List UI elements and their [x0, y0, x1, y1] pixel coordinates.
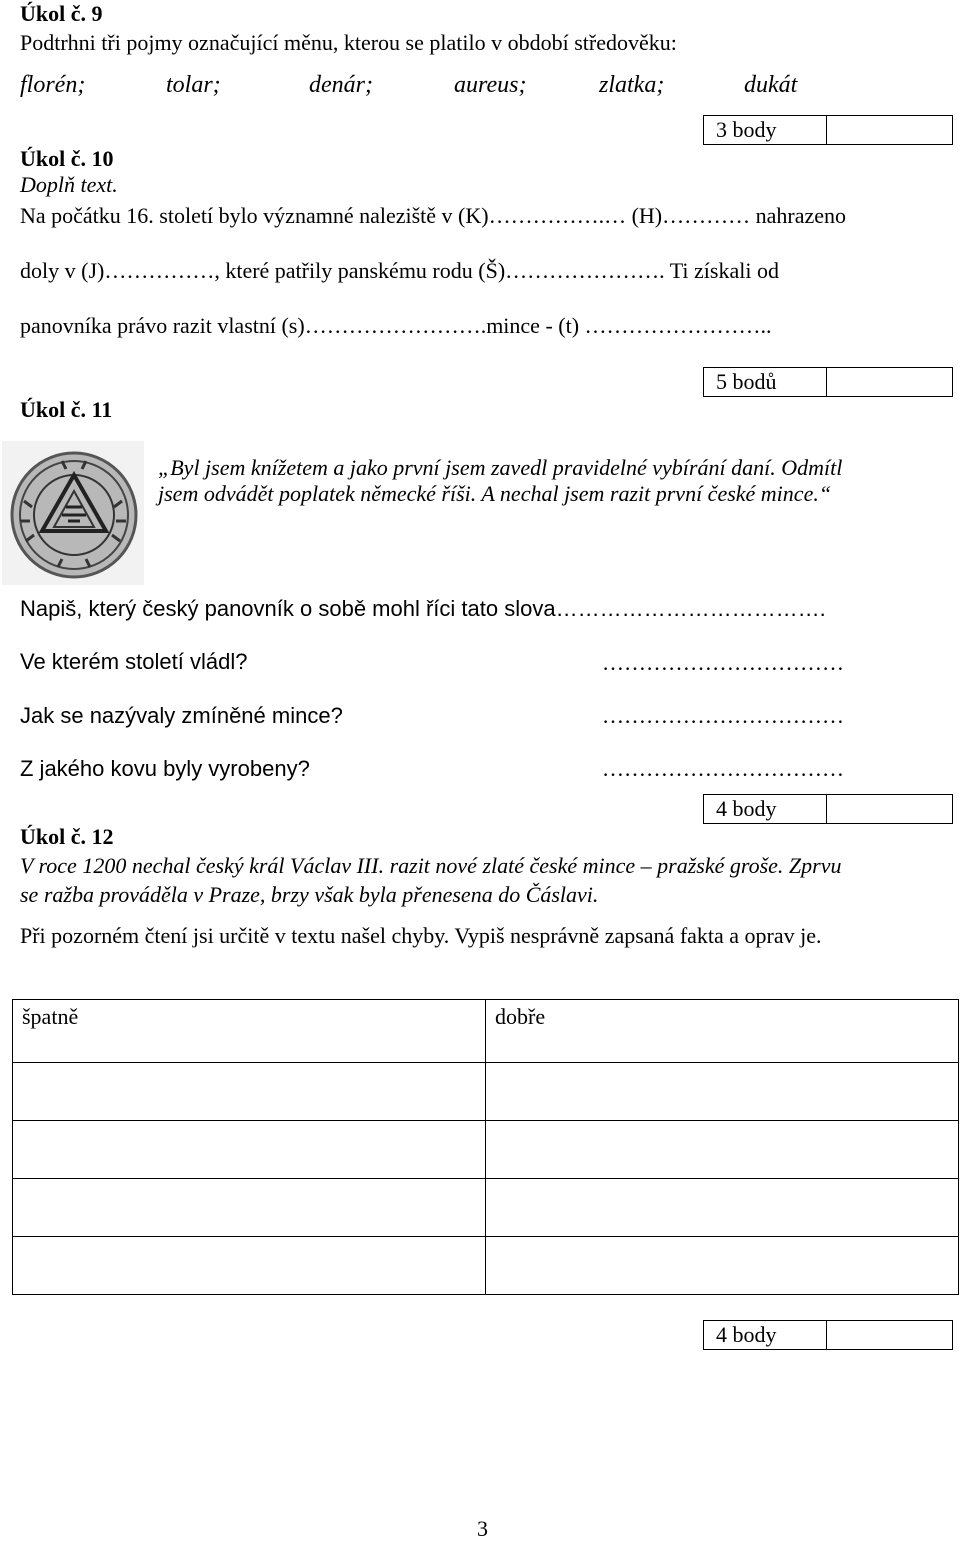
question-century: Ve kterém století vládl?: [20, 649, 248, 674]
table-cell[interactable]: [486, 1237, 959, 1295]
page-number: 3: [477, 1516, 488, 1541]
answer-blank[interactable]: ……………………………: [602, 650, 844, 675]
task10-text-line: panovníka právo razit vlastní (s)…………………….mince - (t) ……………………..: [20, 313, 772, 338]
points-box: [703, 794, 953, 824]
points-box: [703, 115, 953, 145]
points-label: 4 body: [716, 1322, 777, 1347]
table-cell[interactable]: [486, 1179, 959, 1237]
question-coins: Jak se nazývaly zmíněné mince?: [20, 703, 343, 728]
quote-line: jsem odvádět poplatek německé říši. A nechal jsem razit první české mince.“: [158, 481, 832, 506]
answer-blank[interactable]: ……………………………: [602, 756, 844, 781]
currency-option[interactable]: florén;: [20, 72, 86, 98]
points-box: [703, 367, 953, 397]
task10-instruction: Doplň text.: [20, 172, 118, 197]
table-cell[interactable]: [13, 1179, 486, 1237]
coin-image: [2, 441, 144, 585]
task10-text-line: doly v (J)……………, které patřily panskému rodu (Š)…………………. Ti získali od: [20, 258, 779, 283]
question-metal: Z jakého kovu byly vyrobeny?: [20, 756, 310, 781]
table-cell[interactable]: [13, 1063, 486, 1121]
answer-blank[interactable]: ……………………………: [602, 703, 844, 728]
task9-title: Úkol č. 9: [20, 1, 103, 26]
task11-title: Úkol č. 11: [20, 397, 113, 422]
points-label: 3 body: [716, 117, 777, 142]
table-cell[interactable]: [13, 1237, 486, 1295]
table-cell[interactable]: [486, 1121, 959, 1179]
currency-option[interactable]: aureus;: [454, 72, 527, 98]
task10-title: Úkol č. 10: [20, 146, 114, 171]
currency-option[interactable]: zlatka;: [599, 72, 665, 98]
task12-text-line: se ražba prováděla v Praze, brzy však byla přenesena do Čáslavi.: [20, 882, 599, 907]
currency-option[interactable]: tolar;: [166, 72, 221, 98]
task12-text-line: V roce 1200 nechal český král Václav III. razit nové zlaté české mince – pražské groše. Zprvu: [20, 853, 842, 878]
quote-line: „Byl jsem knížetem a jako první jsem zavedl pravidelné vybírání daní. Odmítl: [158, 455, 843, 480]
points-label: 5 bodů: [716, 369, 777, 394]
table-header-wrong: špatně: [13, 1000, 486, 1063]
task12-instruction: Při pozorném čtení jsi určitě v textu našel chyby. Vypiš nesprávně zapsaná fakta a oprav je.: [20, 923, 822, 948]
task12-title: Úkol č. 12: [20, 824, 114, 849]
points-label: 4 body: [716, 796, 777, 821]
currency-option[interactable]: denár;: [309, 72, 373, 98]
question-ruler: Napiš, který český panovník o sobě mohl říci tato slova……………………………….: [20, 596, 826, 621]
table-header-right: dobře: [486, 1000, 959, 1063]
task10-text-line: Na počátku 16. století bylo významné naleziště v (K)…………….… (H)………… nahrazeno: [20, 203, 847, 228]
table-cell[interactable]: [13, 1121, 486, 1179]
corrections-table: [12, 999, 959, 1295]
currency-option[interactable]: dukát: [744, 72, 798, 98]
points-box: [703, 1320, 953, 1350]
table-cell[interactable]: [486, 1063, 959, 1121]
task9-instruction: Podtrhni tři pojmy označující měnu, kterou se platilo v období středověku:: [20, 30, 677, 55]
